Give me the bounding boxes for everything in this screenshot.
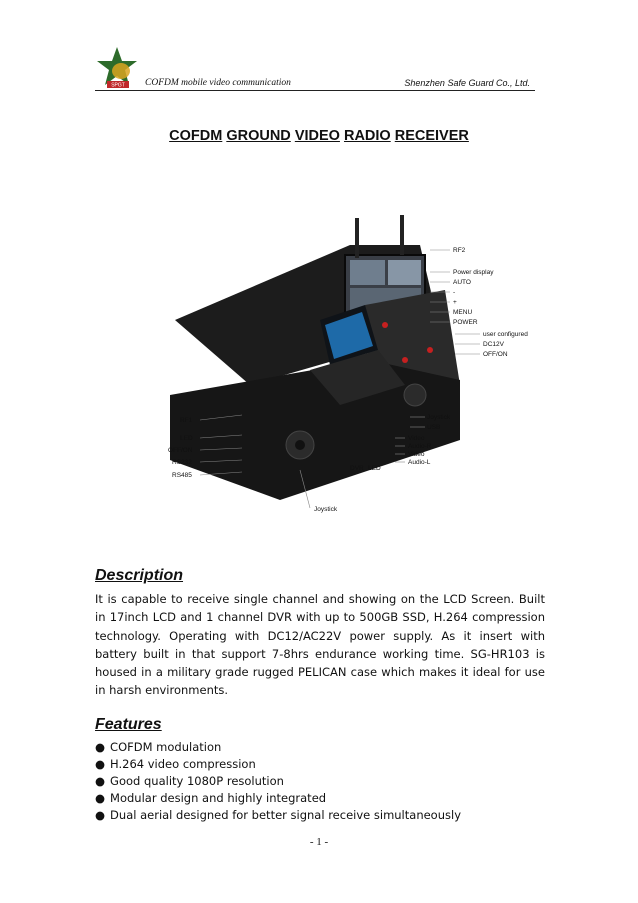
header-right-text: Shenzhen Safe Guard Co., Ltd. [404,78,530,88]
logo-text: SPGT [111,82,125,89]
callout-label: RF2 [453,247,466,254]
callout-label: + [453,299,457,306]
callout-label: MENU [453,309,473,316]
callout-label: RF1 [180,417,193,424]
company-logo [95,45,139,89]
description-text: It is capable to receive single channel and showing on the LCD Screen. Built in 17inch LCD and 1 channel DVR with up to 500GB SSD, H.264 compression technology. Operating with DC12/AC22V power supply. As it insert with battery built in that support 7-8hrs endurance working time. SG-HR103 is housed in a military grade rugged PELICAN case which makes it ideal for use in harsh environments. [95,592,545,698]
page-title [0,128,638,144]
title-word: COFDM [169,128,223,144]
title-word: RECEIVER [394,128,469,144]
callout-label: OFF/ON [483,351,508,358]
title-word: VIDEO [294,128,340,144]
callout-label: - [453,289,456,296]
list-item: ● H.264 video compression [95,756,461,773]
callout-label: AUTO [453,279,471,286]
case-base [170,360,460,500]
callout-label: USB [427,424,441,431]
callout-label: RS232 [172,459,192,466]
callout-label: RS485 [172,472,192,479]
list-item: ● Modular design and highly integrated [95,790,461,807]
list-item: ● Good quality 1080P resolution [95,773,461,790]
list-item: ● COFDM modulation [95,739,461,756]
title-word: GROUND [226,128,291,144]
callout-label: Video [408,435,425,442]
page-header [95,45,535,91]
callout-label: Power display [453,269,494,276]
video-window [350,260,385,285]
title-word: RADIO [343,128,391,144]
callout-label: Audio-R [408,443,432,450]
header-left-text: COFDM mobile video communication [145,78,291,88]
product-figure [160,210,540,530]
callout-label: Joystick [314,506,338,513]
callout-label: LED [368,465,381,472]
callout-label: DVR [350,465,364,472]
page-number: - 1 - [309,836,329,848]
callout-label: POWER [453,319,478,326]
antenna [400,215,404,255]
callout-label: Audio-L [408,459,431,466]
list-item: ● Dual aerial designed for better signal receive simultaneously [95,807,461,824]
callout-label: user configured [483,331,528,338]
callout-label: OFF/ON [168,447,193,454]
callout-label: DC12V [483,341,504,348]
description-heading: Description [95,567,184,584]
antenna [355,218,359,258]
callout-label: Joystick [427,414,451,421]
video-window [388,260,421,285]
callout-label: LED [180,435,193,442]
features-list [95,739,461,824]
features-heading: Features [95,716,162,733]
callout-label: Video [408,451,425,458]
